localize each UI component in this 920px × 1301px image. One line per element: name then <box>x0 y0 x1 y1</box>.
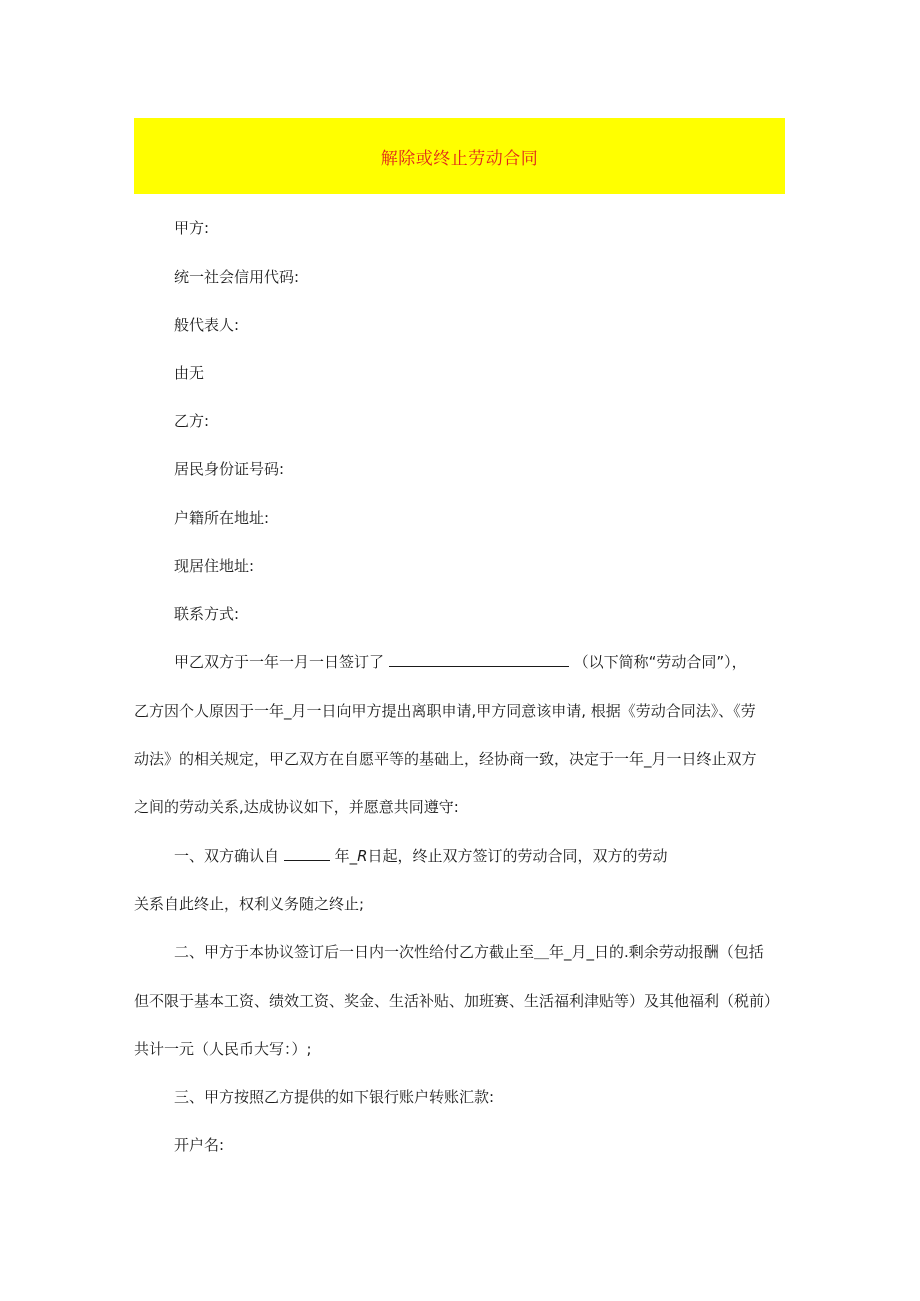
account-name-label: 开户名: <box>174 1136 225 1154</box>
intro-line-2: 乙方因个人原因于一年_月一日向甲方提出离职申请,甲方同意该申请, 根据《劳动合同法》、《劳 <box>134 702 756 720</box>
current-address-label: 现居住地址: <box>174 557 255 575</box>
clause-2-line-3: 共计一元（人民币大写：）; <box>134 1040 312 1058</box>
party-b-label: 乙方: <box>174 412 210 430</box>
contract-name-blank <box>389 652 569 667</box>
contact-label: 联系方式: <box>174 605 240 623</box>
clause-1-month-mark: R <box>357 847 368 865</box>
document-title: 解除或终止劳动合同 <box>380 148 539 169</box>
id-number-label: 居民身份证号码: <box>174 460 285 478</box>
representative-label: 般代表人: <box>174 316 240 334</box>
title-banner <box>134 118 785 194</box>
clause-1-post: 日起，终止双方签订的劳动合同，双方的劳动 <box>367 847 668 865</box>
clause-1-line-2: 关系自此终止，权利义务随之终止; <box>134 895 365 913</box>
clause-1-year-blank <box>284 846 330 861</box>
clause-2-line-1: 二、甲方于本协议签订后一日内一次性给付乙方截止至＿年_月_日的.剩余劳动报酬（包括 <box>174 943 764 961</box>
clause-2-line-2: 但不限于基本工资、绩效工资、奖金、生活补贴、加班赛、生活福利津贴等）及其他福利（税前） <box>134 992 780 1010</box>
clause-1-line-1 <box>174 846 668 866</box>
intro-line-1 <box>174 652 747 672</box>
intro-line-3: 动法》的相关规定，甲乙双方在自愿平等的基础上，经协商一致，决定于一年_月一日终止双方 <box>134 750 757 768</box>
clause-3-line-1: 三、甲方按照乙方提供的如下银行账户转账汇款: <box>174 1088 495 1106</box>
party-a-label: 甲方: <box>174 219 210 237</box>
intro-line-1-pre: 甲乙双方于一年一月一日签订了 <box>174 653 385 671</box>
clause-1-year: 年_ <box>334 847 358 865</box>
household-address-label: 户籍所在地址: <box>174 509 270 527</box>
clause-1-pre: 一、双方确认自 <box>174 847 280 865</box>
reason-label: 由无 <box>174 364 205 382</box>
intro-line-4: 之间的劳动关系,达成协议如下，并愿意共同遵守: <box>134 798 459 816</box>
intro-line-1-post: （以下简称“劳动合同”）， <box>573 653 747 671</box>
credit-code-label: 统一社会信用代码: <box>174 268 300 286</box>
